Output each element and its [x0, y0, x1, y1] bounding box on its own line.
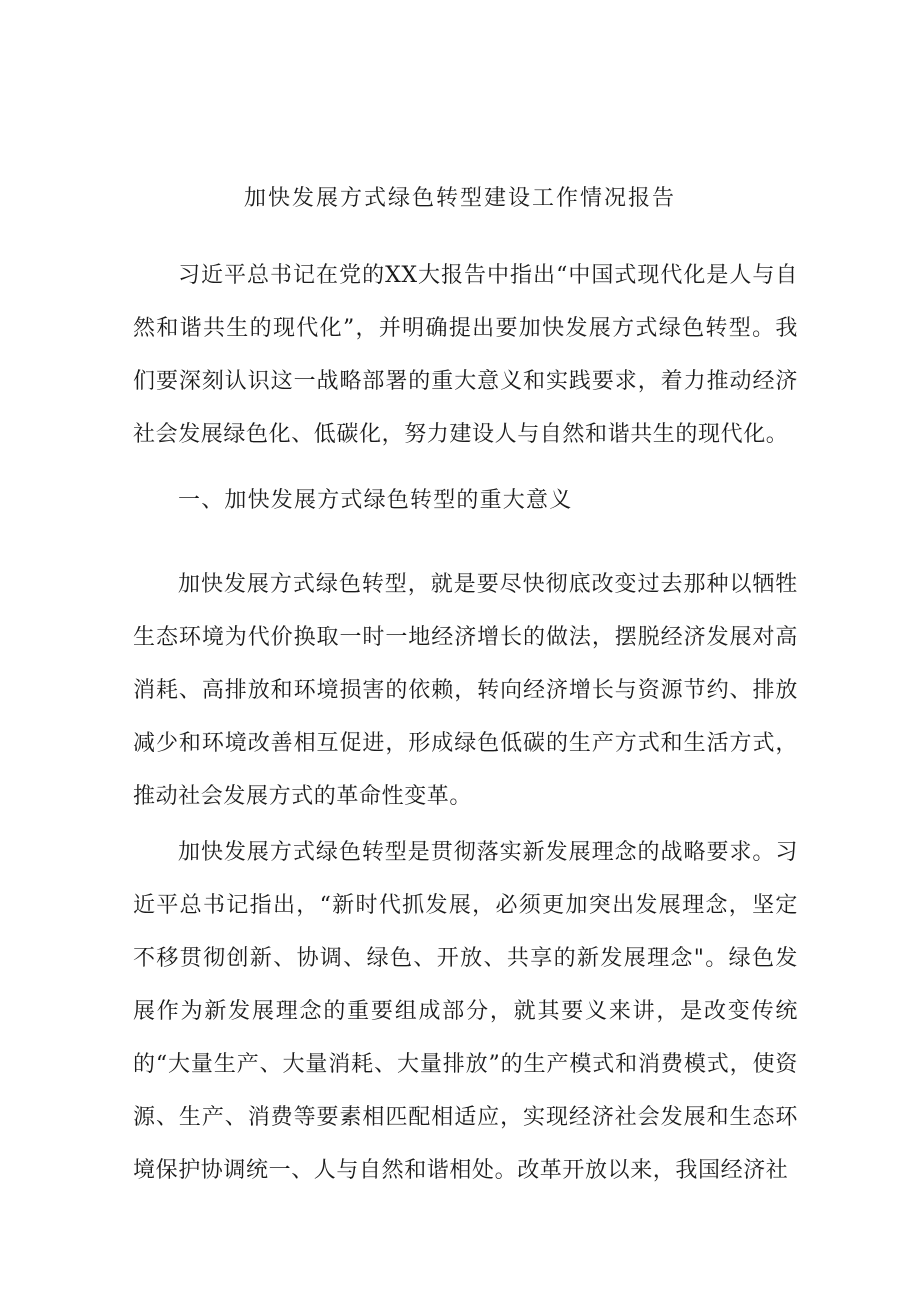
section-heading: 一、加快发展方式绿色转型的重大意义 — [178, 488, 573, 513]
document-title: 加快发展方式绿色转型建设工作情况报告 — [243, 186, 676, 211]
intro-paragraph: 习近平总书记在党的XX大报告中指出“中国式现代化是人与自然和谐共生的现代化”，并明确提出要加快发展方式绿色转型。我们要深刻认识这一战略部署的重大意义和实践要求，着力推动经济社会发展绿色化、低碳化，努力建设人与自然和谐共生的现代化。 — [133, 263, 798, 447]
body-paragraph-1: 加快发展方式绿色转型，就是要尽快彻底改变过去那种以牺牲生态环境为代价换取一时一地经济增长的做法，摆脱经济发展对高消耗、高排放和环境损害的依赖，转向经济增长与资源节约、排放减少和环境改善相互促进，形成绿色低碳的生产方式和生活方式，推动社会发展方式的革命性变革。 — [133, 572, 798, 809]
body-paragraph-2: 加快发展方式绿色转型是贯彻落实新发展理念的战略要求。习近平总书记指出，“新时代抓发展，必须更加突出发展理念，坚定不移贯彻创新、协调、绿色、开放、共享的新发展理念"。绿色发展作为新发展理念的重要组成部分，就其要义来讲，是改变传统的“大量生产、大量消耗、大量排放”的生产模式和消费模式，使资源、生产、消费等要素相匹配相适应，实现经济社会发展和生态环境保护协调统一、人与自然和谐相处。改革开放以来，我国经济社 — [133, 840, 798, 1183]
